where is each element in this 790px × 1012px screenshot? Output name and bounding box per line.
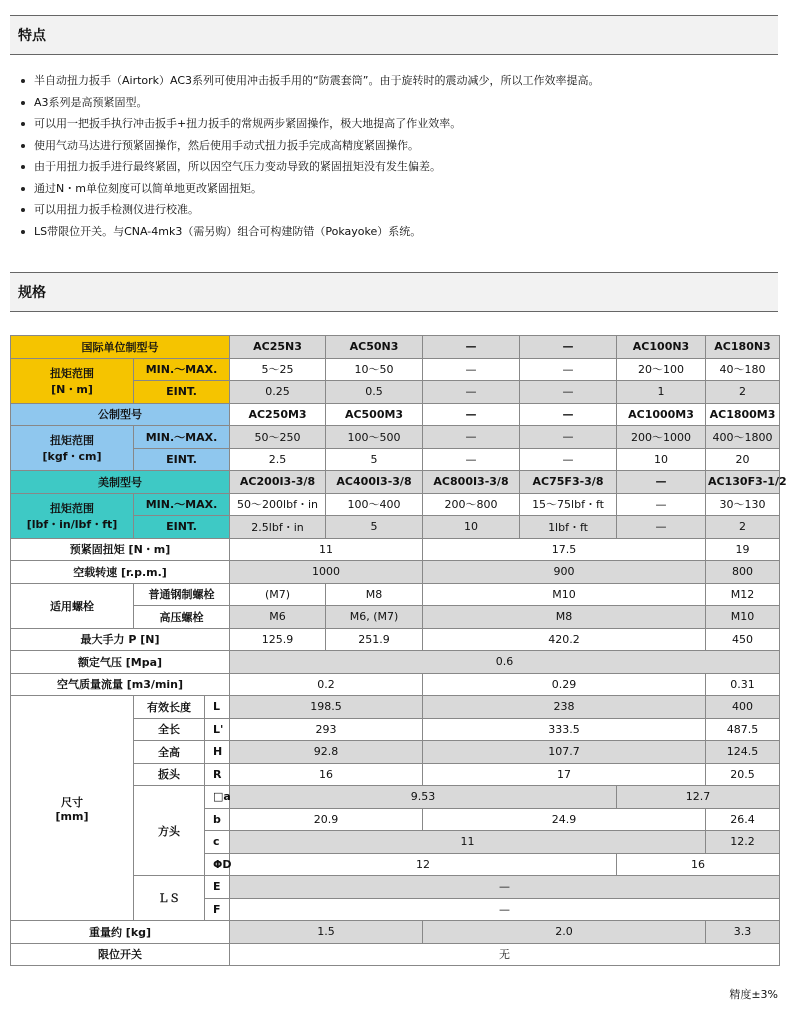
pretorque-value: 11 [230,538,423,561]
pressure-value: 0.6 [230,651,780,674]
square-d-value: 12 [230,853,617,876]
feature-item: 通过N・m单位刻度可以简单地更改紧固扭矩。 [18,178,599,200]
table-row [11,696,780,719]
table-row [11,403,780,426]
si-minmax: 20～100 [617,358,706,381]
si-eint: 0.5 [326,381,423,404]
metric-minmax: 400～1800 [706,426,780,449]
airflow-label: 空气质量流量 [m3/min] [11,673,230,696]
table-row [11,471,780,494]
table-row [11,561,780,584]
us-eint: 2 [706,516,780,539]
si-model: AC25N3 [230,336,326,359]
square-a-value: 9.53 [230,786,617,809]
us-range-text: 扭矩范围 [50,501,94,515]
si-model: — [423,336,520,359]
square-c-symbol: c [205,831,230,854]
pressure-label: 额定气压 [Mpa] [11,651,230,674]
eff-len-symbol: L [205,696,230,719]
total-len-value: 293 [230,718,423,741]
metric-model: AC500M3 [326,403,423,426]
square-b-value: 20.9 [230,808,423,831]
si-minmax: 40～180 [706,358,780,381]
maxforce-value: 125.9 [230,628,326,651]
maxforce-value: 251.9 [326,628,423,651]
us-eint: 2.5lbf・in [230,516,326,539]
us-minmax: 15～75lbf・ft [520,493,617,516]
limit-label: 限位开关 [11,943,230,966]
square-d-symbol: ΦD [205,853,230,876]
eff-len-value: 238 [423,696,706,719]
metric-model: AC1800M3 [706,403,780,426]
bolt-normal-label: 普通钢制螺栓 [134,583,230,606]
eff-len-value: 400 [706,696,780,719]
si-model: AC100N3 [617,336,706,359]
metric-eint: 10 [617,448,706,471]
square-a-value: 12.7 [617,786,780,809]
si-eint: — [520,381,617,404]
us-minmax: — [617,493,706,516]
us-range-unit: [lbf・in/lbf・ft] [26,517,118,531]
square-c-value: 12.2 [706,831,780,854]
total-len-value: 333.5 [423,718,706,741]
square-d-value: 16 [617,853,780,876]
bolt-high-value: M8 [423,606,706,629]
us-eint: 5 [326,516,423,539]
metric-eint: 2.5 [230,448,326,471]
si-model: AC50N3 [326,336,423,359]
bolt-normal-value: (M7) [230,583,326,606]
table-row [11,493,780,516]
maxforce-value: 450 [706,628,780,651]
features-title: 特点 [18,28,46,44]
minmax-label: MIN.～MAX. [134,426,230,449]
bolt-normal-value: M8 [326,583,423,606]
us-model: AC130F3-1/2 [706,471,780,494]
table-row [11,336,780,359]
weight-label: 重量约 [kg] [11,921,230,944]
metric-model: — [520,403,617,426]
si-eint: — [423,381,520,404]
table-row [11,628,780,651]
si-range-text: 扭矩范围 [50,366,94,380]
minmax-label: MIN.～MAX. [134,493,230,516]
table-row [11,538,780,561]
feature-item: 使用气动马达进行预紧固操作，然后使用手动式扭力扳手完成高精度紧固操作。 [18,135,599,157]
us-minmax: 100～400 [326,493,423,516]
ls-f-symbol: F [205,898,230,921]
head-symbol: R [205,763,230,786]
metric-range-unit: [kgf・cm] [42,450,102,463]
table-row [11,583,780,606]
speed-value: 800 [706,561,780,584]
head-label: 扳头 [134,763,205,786]
si-eint: 1 [617,381,706,404]
bolt-normal-value: M12 [706,583,780,606]
table-row [11,673,780,696]
speed-value: 900 [423,561,706,584]
weight-value: 2.0 [423,921,706,944]
feature-item: LS带限位开关。与CNA-4mk3（需另购）组合可构建防错（Pokayoke）系统。 [18,221,599,243]
height-symbol: H [205,741,230,764]
maxforce-value: 420.2 [423,628,706,651]
minmax-label: MIN.～MAX. [134,358,230,381]
square-b-value: 26.4 [706,808,780,831]
feature-item: 半自动扭力扳手（Airtork）AC3系列可使用冲击扳手用的“防震套筒”。由于旋转时的震动减少，所以工作效率提高。 [18,70,599,92]
bolt-label: 适用螺栓 [11,583,134,628]
weight-value: 3.3 [706,921,780,944]
height-value: 92.8 [230,741,423,764]
table-row [11,358,780,381]
table-row [11,921,780,944]
square-a-symbol: □a [205,786,230,809]
metric-model: AC1000M3 [617,403,706,426]
feature-item: 可以用一把扳手执行冲击扳手+扭力扳手的常规两步紧固操作，极大地提高了作业效率。 [18,113,599,135]
us-model: AC800I3-3/8 [423,471,520,494]
metric-minmax: — [423,426,520,449]
specs-title: 规格 [18,285,46,301]
pretorque-value: 19 [706,538,780,561]
bolt-high-value: M10 [706,606,780,629]
height-value: 124.5 [706,741,780,764]
eint-label: EINT. [134,448,230,471]
airflow-value: 0.2 [230,673,423,696]
us-minmax: 30～130 [706,493,780,516]
bolt-high-value: M6 [230,606,326,629]
square-b-value: 24.9 [423,808,706,831]
metric-minmax: 50～250 [230,426,326,449]
dim-label [11,696,134,921]
height-label: 全高 [134,741,205,764]
table-row [11,426,780,449]
total-len-label: 全长 [134,718,205,741]
feature-item: 可以用扭力扳手检测仪进行校准。 [18,199,599,221]
us-minmax: 50～200lbf・in [230,493,326,516]
features-list [18,70,599,242]
ls-e-symbol: E [205,876,230,899]
us-model: — [617,471,706,494]
si-minmax: — [423,358,520,381]
bolt-high-label: 高压螺栓 [134,606,230,629]
bolt-high-value: M6, (M7) [326,606,423,629]
feature-item: 由于用扭力扳手进行最终紧固，所以因空气压力变动导致的紧固扭矩没有发生偏差。 [18,156,599,178]
eint-label: EINT. [134,381,230,404]
head-value: 17 [423,763,706,786]
metric-minmax: — [520,426,617,449]
height-value: 107.7 [423,741,706,764]
us-model-label: 美制型号 [11,471,230,494]
si-eint: 0.25 [230,381,326,404]
metric-range-label [11,426,134,471]
metric-model-label: 公制型号 [11,403,230,426]
us-minmax: 200～800 [423,493,520,516]
dim-text: 尺寸 [61,795,83,809]
metric-minmax: 100～500 [326,426,423,449]
si-range-unit: [N・m] [51,382,93,396]
us-eint: 1lbf・ft [520,516,617,539]
airflow-value: 0.29 [423,673,706,696]
metric-eint: — [423,448,520,471]
pretorque-label: 预紧固扭矩 [N・m] [11,538,230,561]
si-minmax: 5～25 [230,358,326,381]
pretorque-value: 17.5 [423,538,706,561]
accuracy-note: 精度±3% [729,988,778,1001]
eint-label: EINT. [134,516,230,539]
us-eint: 10 [423,516,520,539]
si-range-label [11,358,134,403]
eff-len-value: 198.5 [230,696,423,719]
ls-label: ＬＳ [134,876,205,921]
metric-minmax: 200～1000 [617,426,706,449]
si-minmax: — [520,358,617,381]
metric-model: AC250M3 [230,403,326,426]
head-value: 16 [230,763,423,786]
speed-label: 空载转速 [r.p.m.] [11,561,230,584]
limit-value: 无 [230,943,780,966]
si-model-label: 国际单位制型号 [11,336,230,359]
ls-f-value: — [230,898,780,921]
maxforce-label: 最大手力 P [N] [11,628,230,651]
feature-item: A3系列是高预紧固型。 [18,92,599,114]
specs-header [10,272,778,312]
us-model: AC400I3-3/8 [326,471,423,494]
weight-value: 1.5 [230,921,423,944]
speed-value: 1000 [230,561,423,584]
table-row [11,651,780,674]
si-model: AC180N3 [706,336,780,359]
square-c-value: 11 [230,831,706,854]
bolt-normal-value: M10 [423,583,706,606]
metric-eint: — [520,448,617,471]
us-model: AC200I3-3/8 [230,471,326,494]
us-model: AC75F3-3/8 [520,471,617,494]
total-len-symbol: L' [205,718,230,741]
metric-eint: 20 [706,448,780,471]
us-range-label [11,493,134,538]
metric-eint: 5 [326,448,423,471]
dim-unit: [mm] [55,809,89,823]
us-eint: — [617,516,706,539]
si-minmax: 10～50 [326,358,423,381]
head-value: 20.5 [706,763,780,786]
eff-len-label: 有效长度 [134,696,205,719]
si-eint: 2 [706,381,780,404]
total-len-value: 487.5 [706,718,780,741]
features-header [10,15,778,55]
metric-model: — [423,403,520,426]
square-label: 方头 [134,786,205,876]
metric-range-text: 扭矩范围 [50,434,94,447]
table-row [11,943,780,966]
spec-table [10,335,787,966]
airflow-value: 0.31 [706,673,780,696]
square-b-symbol: b [205,808,230,831]
si-model: — [520,336,617,359]
ls-e-value: — [230,876,780,899]
